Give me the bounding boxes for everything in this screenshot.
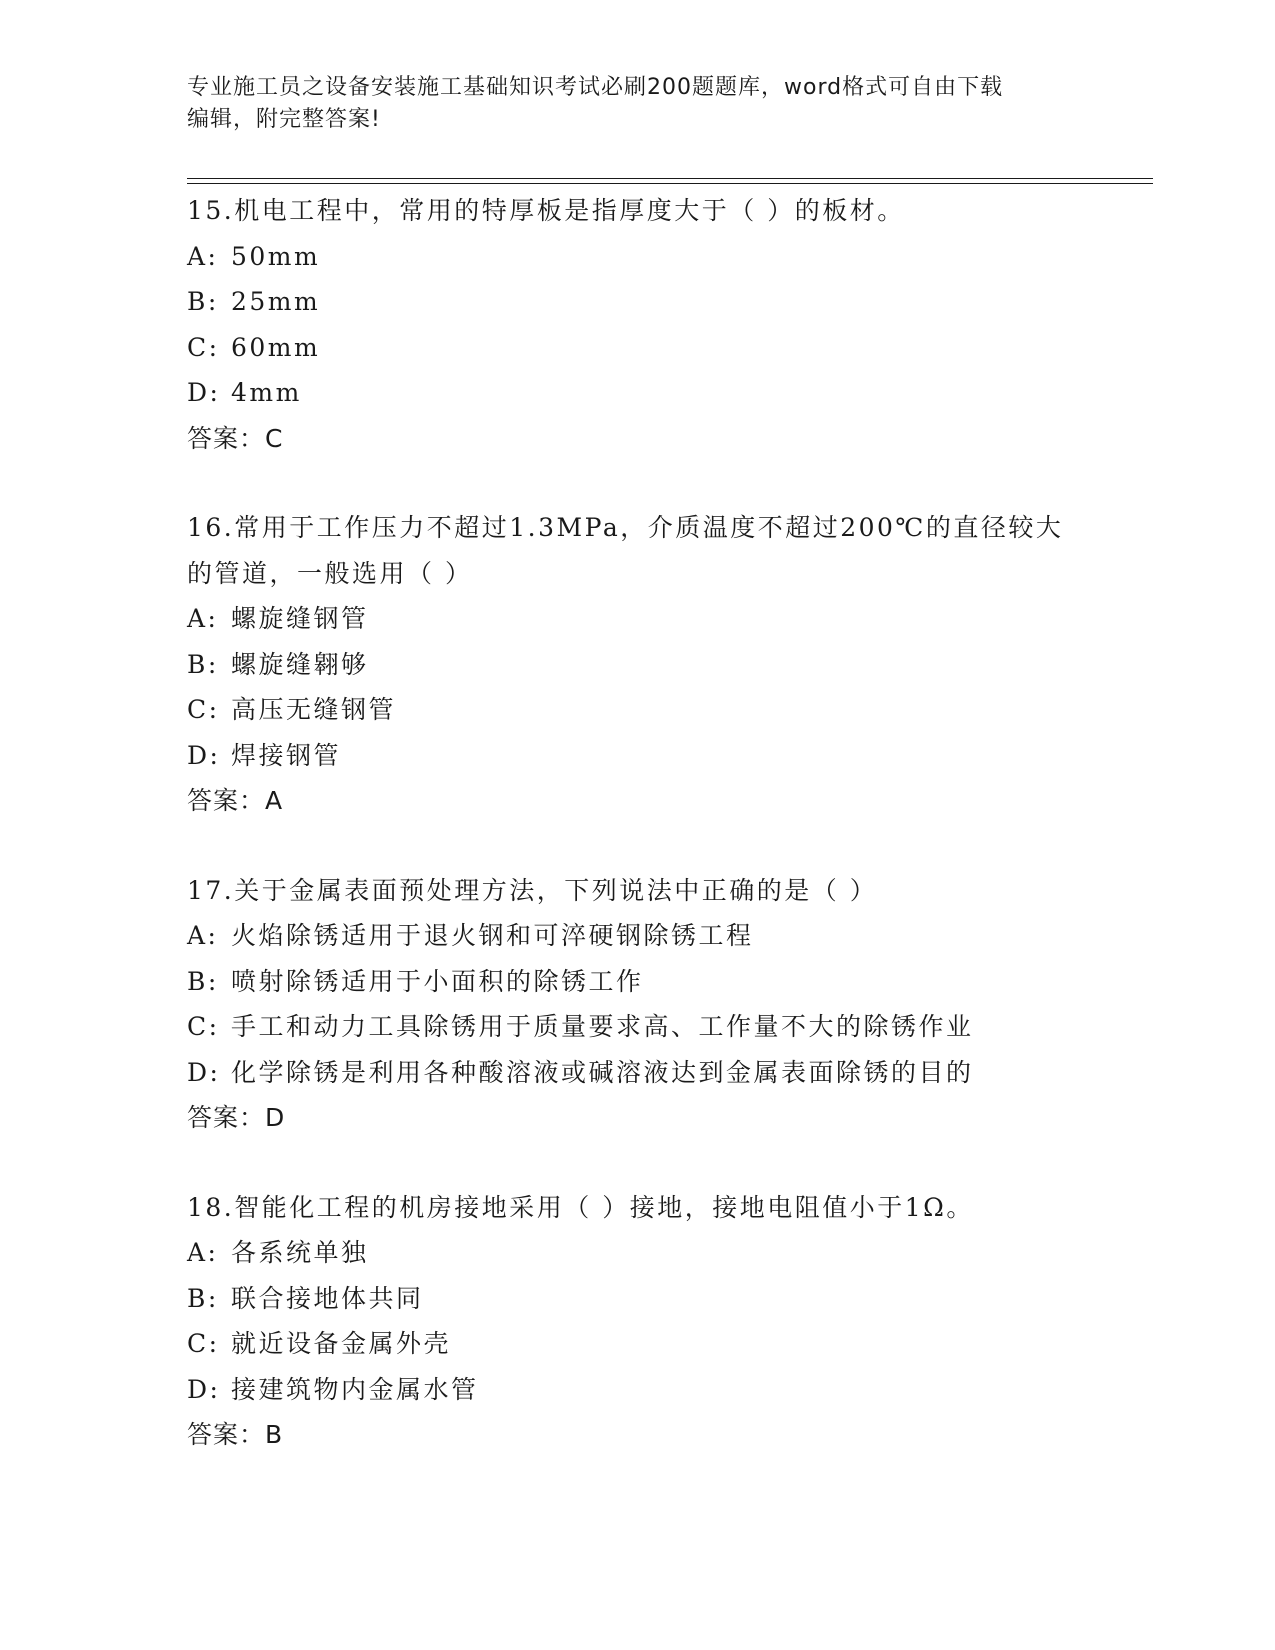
option-d	[187, 1050, 1087, 1096]
option-key: B:	[187, 649, 219, 679]
option-text: 螺旋缝钢管	[231, 604, 369, 633]
option-d	[187, 733, 1087, 779]
option-key: A:	[187, 1238, 219, 1267]
option-key: C:	[187, 1329, 220, 1358]
option-key: B:	[187, 287, 219, 316]
option-key: B:	[187, 966, 219, 996]
option-key: B:	[187, 1283, 219, 1313]
header-line-1: 专业施工员之设备安装施工基础知识考试必刷200题题库，word格式可自由下载	[187, 75, 1004, 100]
answer-line: 答案：C	[187, 423, 284, 453]
header-line-2: 编辑，附完整答案!	[187, 107, 381, 132]
option-key: C:	[187, 332, 220, 362]
option-text: 60mm	[231, 332, 321, 362]
option-b	[187, 959, 1087, 1005]
option-c	[187, 687, 1087, 733]
option-text: 火焰除锈适用于退火钢和可淬硬钢除锈工程	[231, 921, 754, 950]
option-text: 高压无缝钢管	[231, 695, 397, 724]
option-text: 化学除锈是利用各种酸溶液或碱溶液达到金属表面除锈的目的	[231, 1057, 974, 1087]
option-text: 螺旋缝翱够	[231, 649, 369, 679]
question-15	[187, 188, 1087, 461]
option-text: 各系统单独	[231, 1238, 369, 1267]
option-text: 联合接地体共同	[231, 1283, 424, 1313]
option-text: 接建筑物内金属水管	[231, 1374, 479, 1404]
question-list	[187, 188, 1087, 1502]
question-stem: 18.智能化工程的机房接地采用（ ）接地，接地电阻值小于1Ω。	[187, 1192, 974, 1222]
option-a	[187, 913, 1087, 959]
option-b	[187, 1276, 1087, 1322]
option-text: 25mm	[231, 287, 321, 316]
question-18	[187, 1185, 1087, 1458]
option-b	[187, 642, 1087, 688]
question-16	[187, 505, 1087, 824]
option-a	[187, 1230, 1087, 1276]
option-key: A:	[187, 604, 219, 633]
option-b	[187, 279, 1087, 325]
option-key: A:	[187, 921, 219, 950]
header-divider-top	[187, 178, 1153, 179]
option-key: D:	[187, 378, 221, 407]
answer-line: 答案：D	[187, 1103, 286, 1132]
option-key: D:	[187, 1057, 221, 1087]
option-key: A:	[187, 241, 219, 271]
option-c	[187, 325, 1087, 371]
option-c	[187, 1321, 1087, 1367]
option-text: 喷射除锈适用于小面积的除锈工作	[231, 966, 644, 996]
question-stem: 17.关于金属表面预处理方法，下列说法中正确的是（ ）	[187, 875, 878, 905]
option-c	[187, 1004, 1087, 1050]
option-d	[187, 370, 1087, 416]
answer-line: 答案：B	[187, 1420, 284, 1449]
answer-line: 答案：A	[187, 786, 284, 815]
header-divider-bottom	[187, 183, 1153, 184]
option-d	[187, 1367, 1087, 1413]
option-a	[187, 234, 1087, 280]
question-17	[187, 868, 1087, 1141]
option-key: D:	[187, 1374, 221, 1404]
option-key: C:	[187, 1012, 220, 1041]
document-header	[187, 72, 1087, 136]
option-text: 就近设备金属外壳	[231, 1329, 452, 1358]
option-a	[187, 596, 1087, 642]
option-key: C:	[187, 695, 220, 724]
option-text: 50mm	[231, 241, 321, 271]
option-text: 焊接钢管	[231, 740, 342, 770]
question-stem: 16.常用于工作压力不超过1.3MPa，介质温度不超过200℃的直径较大的管道，一般选用（ ）	[187, 513, 1064, 588]
option-key: D:	[187, 740, 221, 770]
option-text: 4mm	[231, 378, 302, 407]
option-text: 手工和动力工具除锈用于质量要求高、工作量不大的除锈作业	[231, 1012, 974, 1041]
question-stem: 15.机电工程中，常用的特厚板是指厚度大于（ ）的板材。	[187, 196, 905, 225]
